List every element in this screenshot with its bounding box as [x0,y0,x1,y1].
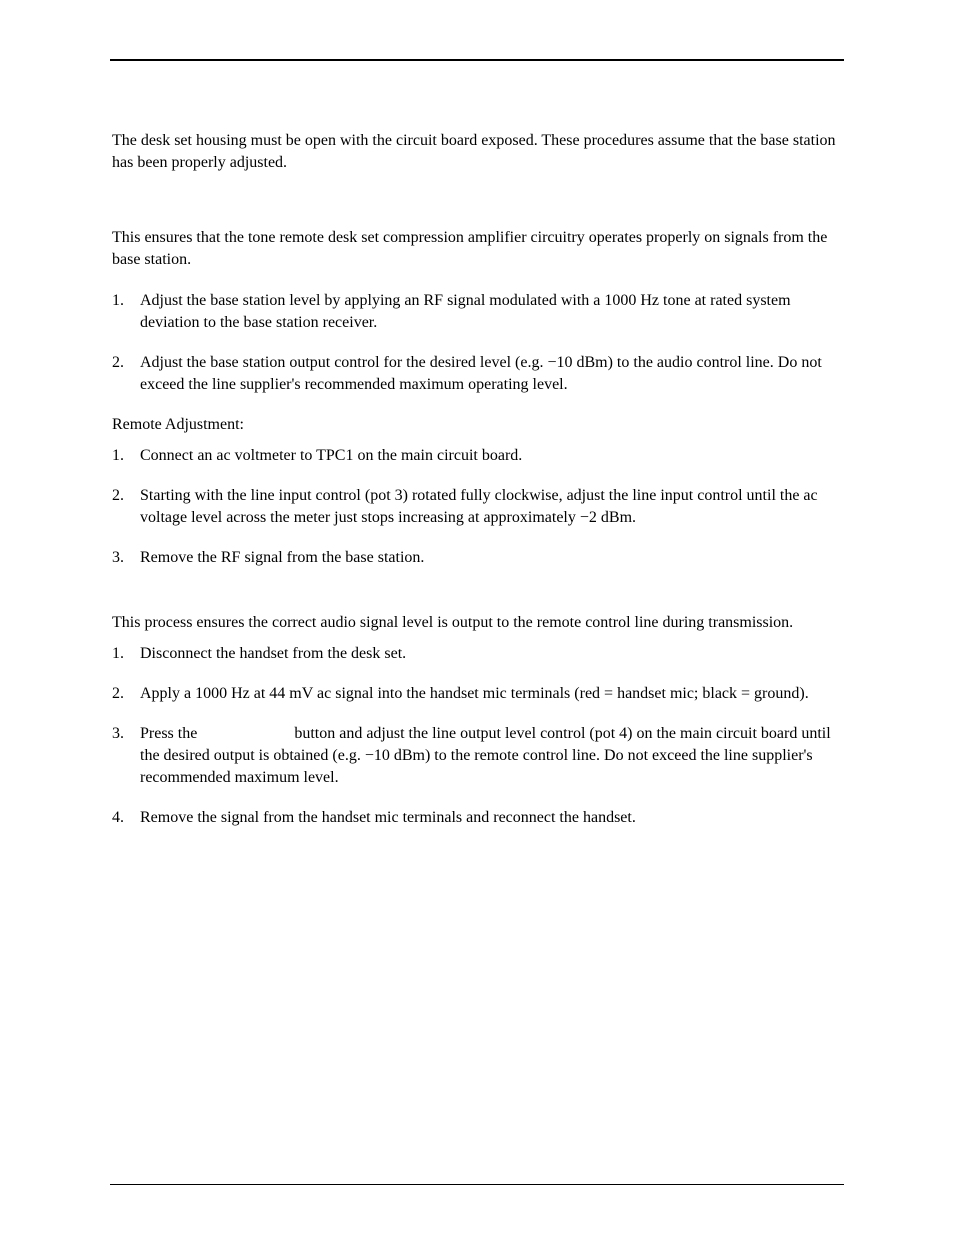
step-text-before: Press the [140,725,198,742]
step-text: Adjust the base station level by applying an RF signal modulated with a 1000 Hz tone at rated system deviation to the base station receiver. [140,292,791,331]
step-text: Adjust the base station output control for the desired level (e.g. −10 dBm) to the audio control line. Do not exceed the line supplier's recommended maximum operating level. [140,354,822,393]
step-text: Disconnect the handset from the desk set. [140,645,407,662]
header-rule [110,59,844,61]
intro-paragraph: The desk set housing must be open with the circuit board exposed. These procedures assume that the base station has been properly adjusted. [112,132,836,171]
footer-rule [110,1184,844,1185]
remote-adjustment-steps [112,445,846,569]
step-number: 3. [112,725,124,742]
list-item [112,683,846,705]
step-number: 1. [112,292,124,309]
receive-description: This ensures that the tone remote desk set compression amplifier circuitry operates properly on signals from the base station. [112,229,828,268]
step-number: 3. [112,549,124,566]
transmit-steps [112,643,846,829]
step-number: 4. [112,809,124,826]
step-text-after: button and adjust the line output level control (pot 4) on the main circuit board until the desired output is obtained (e.g. −10 dBm) to the remote control line. Do not exceed the line supplier's recommended maximum level. [140,725,831,786]
list-item [112,290,846,334]
remote-adjustment-label: Remote Adjustment: [112,416,244,433]
step-number: 2. [112,685,124,702]
base-station-steps [112,290,846,396]
step-number: 1. [112,447,124,464]
list-item [112,445,846,467]
transmit-description: This process ensures the correct audio signal level is output to the remote control line during transmission. [112,614,794,631]
list-item [112,352,846,396]
list-item [112,723,846,789]
step-number: 2. [112,487,124,504]
list-item [112,807,846,829]
list-item [112,485,846,529]
list-item [112,643,846,665]
step-text: Remove the RF signal from the base station. [140,549,425,566]
list-item [112,547,846,569]
step-text: Remove the signal from the handset mic terminals and reconnect the handset. [140,809,636,826]
document-body [112,130,846,847]
step-text: Apply a 1000 Hz at 44 mV ac signal into the handset mic terminals (red = handset mic; black = ground). [140,685,809,702]
step-number: 2. [112,354,124,371]
step-number: 1. [112,645,124,662]
step-text: Starting with the line input control (pot 3) rotated fully clockwise, adjust the line input control until the ac voltage level across the meter just stops increasing at approximately −2 dBm. [140,487,818,526]
step-text: Connect an ac voltmeter to TPC1 on the main circuit board. [140,447,523,464]
